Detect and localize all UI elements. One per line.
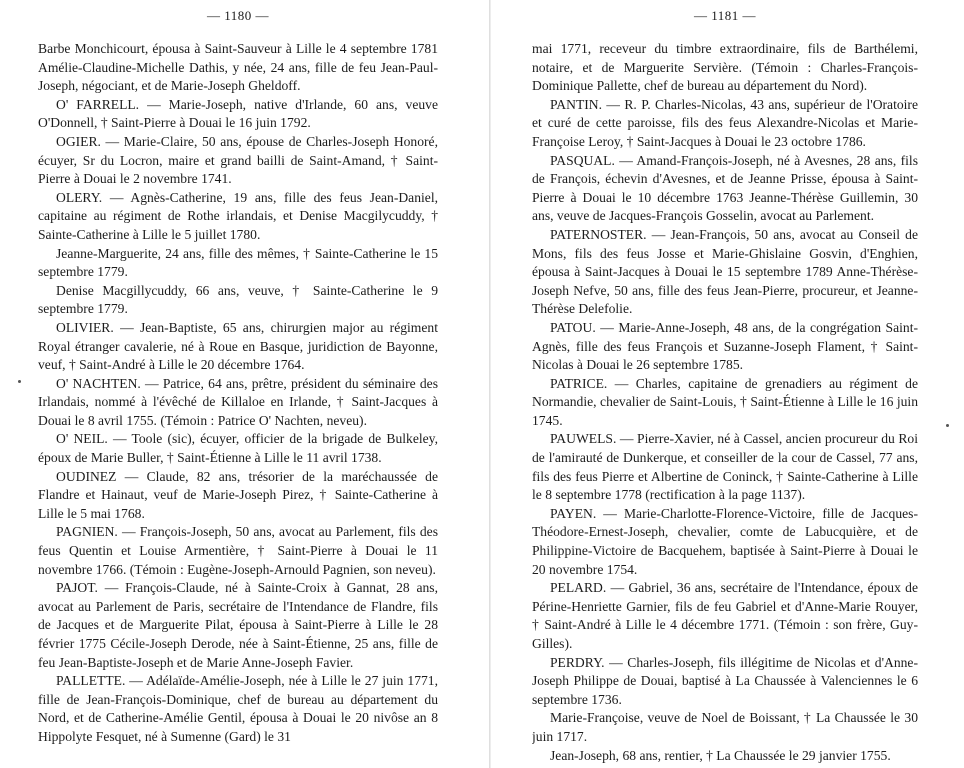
entry-onachten: O' NACHTEN. — Patrice, 64 ans, prêtre, président du séminaire des Irlandais, nommé à l'évêché de Killaloe en Irlande, † Saint-Jacques à Douai le 8 avril 1755. (Témoin : Patrice O' Nachten, neveu).: [38, 375, 438, 428]
entry-olery-denise: Denise Macgillycuddy, 66 ans, veuve, † Sainte-Catherine le 9 septembre 1779.: [38, 282, 438, 317]
entry-pantin: PANTIN. — R. P. Charles-Nicolas, 43 ans, supérieur de l'Oratoire et curé de cette paroisse, fils des feus Alexandre-Nicolas et Marie-Françoise Leroy, † Saint-Jacques à Douai le 23 octobre 1786.: [532, 96, 918, 149]
right-page: [532, 0, 918, 768]
entry-olery-jeanne-marguerite: Jeanne-Marguerite, 24 ans, fille des mêmes, † Sainte-Catherine le 15 septembre 1779.: [38, 245, 438, 280]
entry-olivier: OLIVIER. — Jean-Baptiste, 65 ans, chirurgien major au régiment Royal étranger cavalerie, né à Roue en Basque, juridiction de Bayonne, veuf, † Saint-André à Lille le 20 décembre 1764.: [38, 319, 438, 373]
entry-payen: PAYEN. — Marie-Charlotte-Florence-Victoire, fille de Jacques-Théodore-Ernest-Joseph, chevalier, comte de Labucquière, et de Philippine-Victoire de Bacquehem, baptisée à Saint-Pierre à Douai le 20 novembre 1754.: [532, 505, 918, 577]
entry-ogier: OGIER. — Marie-Claire, 50 ans, épouse de Charles-Joseph Honoré, écuyer, Sr du Locron, maire et grand bailli de Saint-Amand, † Saint-Pierre à Douai le 2 novembre 1741.: [38, 133, 438, 187]
left-page-number: — 1180 —: [206, 8, 270, 23]
entry-perdry-jean-joseph: Jean-Joseph, 68 ans, rentier, † La Chaussée le 29 janvier 1755.: [550, 747, 891, 763]
entry-ofarrell: O' FARRELL. — Marie-Joseph, native d'Irlande, 60 ans, veuve O'Donnell, † Saint-Pierre à Douai le 16 juin 1792.: [38, 96, 438, 131]
entry-pajot: PAJOT. — François-Claude, né à Sainte-Croix à Gannat, 28 ans, avocat au Parlement de Paris, secrétaire de l'Intendance de Flandre, fils de Jacques et de Marguerite Pilat, épousa à Saint-Pierre à Lille le 28 février 1775 Cécile-Joseph Derode, née à Saint-Étienne, 25 ans, fille de feu Jean-Baptiste-Joseph et de Marie Anne-Joseph Favier.: [38, 580, 438, 670]
entry-patrice: PATRICE. — Charles, capitaine de grenadiers au régiment de Normandie, chevalier de Saint-Louis, † Saint-Étienne à Lille le 16 juin 1745.: [532, 375, 918, 428]
entry-pauwels: PAUWELS. — Pierre-Xavier, né à Cassel, ancien procureur du Roi de l'amirauté de Dunkerque, et conseiller de la cour de Cassel, 77 ans, fils des feus Pierre et Albertine de Coninck, † Sainte-Catherine à Lille le 8 septembre 1778 (rectification à la page 1137).: [532, 431, 918, 503]
entry-pasqual: PASQUAL. — Amand-François-Joseph, né à Avesnes, 28 ans, fils de François, échevin d'Avesnes, et de Jeanne Prisse, épousa à Saint-Pierre à Douai le 10 décembre 1763 Jeanne-Thérèse Guillemin, 30 ans, veuve de Jacques-François Gosselin, avocat au Parlement.: [532, 152, 918, 224]
margin-speck: [946, 424, 949, 427]
left-page-body: [38, 40, 438, 747]
margin-speck: [18, 380, 21, 383]
entry-oudinez: OUDINEZ — Claude, 82 ans, trésorier de la maréchaussée de Flandre et Hainaut, veuf de Marie-Joseph Pirez, † Sainte-Catherine à Lille le 5 mai 1768.: [38, 468, 438, 521]
entry-oneil: O' NEIL. — Toole (sic), écuyer, officier de la brigade de Bulkeley, époux de Marie Buller, † Saint-Étienne à Lille le 11 avril 1738.: [38, 431, 438, 466]
left-page: [38, 0, 438, 768]
right-page-body: [532, 40, 918, 765]
entry-paternoster: PATERNOSTER. — Jean-François, 50 ans, avocat au Conseil de Mons, fils des feus Josse et Marie-Ghislaine Gosvin, d'Enghien, épousa à Saint-Jacques à Douai le 15 septembre 1789 Anne-Thérèse-Joseph Nefve, 50 ans, fille des feus Jean-Pierre, procureur, et Jeanne-Thérèse Delefolie.: [532, 226, 918, 317]
entry-perdry: PERDRY. — Charles-Joseph, fils illégitime de Nicolas et d'Anne-Joseph Philippe de Douai, baptisé à La Chaussée à Valenciennes le 6 septembre 1736.: [532, 654, 918, 707]
right-page-number: — 1181 —: [693, 8, 757, 23]
text-paragraph: Barbe Monchicourt, épousa à Saint-Sauveur à Lille le 4 septembre 1781 Amélie-Claudine-Michelle Dathis, y née, 24 ans, fille de feu Jean-Paul-Joseph, négociant, et de Marie-Joseph Gheldoff.: [38, 41, 438, 94]
text-paragraph: mai 1771, receveur du timbre extraordinaire, fils de Barthélemi, notaire, et de Marguerite Servière. (Témoin : Charles-François-Dominique Pallette, chef de bureau au département du Nord).: [532, 41, 918, 94]
entry-pallette: PALLETTE. — Adélaïde-Amélie-Joseph, née à Lille le 27 juin 1771, fille de Jean-François-Dominique, chef de bureau au département du Nord, et de Catherine-Amélie Gentil, épousa à Douai le 20 nivôse an 8 Hippolyte Fesquet, né à Sumenne (Gard) le 31: [38, 673, 438, 744]
entry-patou: PATOU. — Marie-Anne-Joseph, 48 ans, de la congrégation Saint-Agnès, fille des feus François et Suzanne-Joseph Flament, † Saint-Nicolas à Douai le 26 septembre 1785.: [532, 319, 918, 373]
entry-pagnien: PAGNIEN. — François-Joseph, 50 ans, avocat au Parlement, fils des feus Quentin et Louise Armentière, † Saint-Pierre à Douai le 11 novembre 1766. (Témoin : Eugène-Joseph-Arnould Pagnien, son neveu).: [38, 524, 438, 577]
book-gutter: [489, 0, 491, 768]
entry-pelard: PELARD. — Gabriel, 36 ans, secrétaire de l'Intendance, époux de Périne-Henriette Garnier, fils de feu Gabriel et d'Anne-Marie Rouyer, † Saint-André à Lille le 4 décembre 1771. (Témoin : son frère, Guy-Gilles).: [532, 580, 918, 651]
entry-perdry-marie-francoise: Marie-Françoise, veuve de Noel de Boissant, † La Chaussée le 30 juin 1717.: [532, 710, 918, 744]
entry-olery: OLERY. — Agnès-Catherine, 19 ans, fille des feus Jean-Daniel, capitaine au régiment de Rothe irlandais, et Denise Macgilycuddy, † Sainte-Catherine à Lille le 5 juillet 1780.: [38, 189, 438, 242]
